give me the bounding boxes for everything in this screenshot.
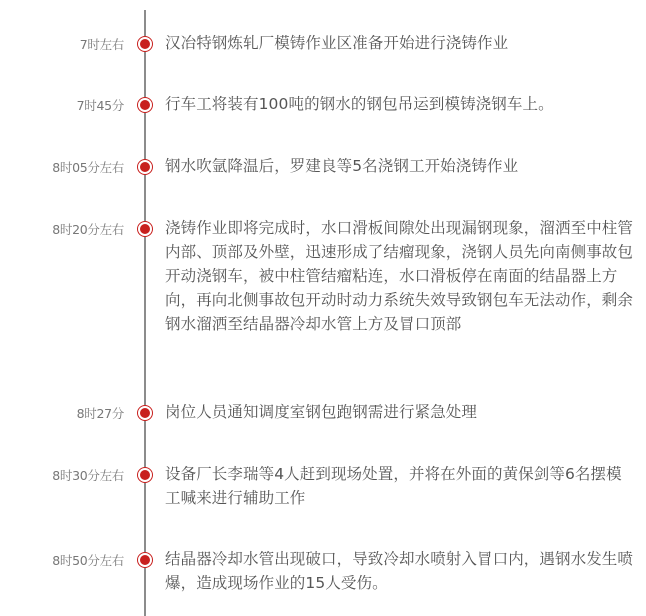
timeline-dot-icon [138,553,152,567]
event-time: 8时20分左右 [52,222,124,237]
event-time: 8时30分左右 [52,468,124,483]
event-description: 汉冶特钢炼轧厂模铸作业区准备开始进行浇铸作业 [165,34,509,52]
event-description: 岗位人员通知调度室钢包跑钢需进行紧急处理 [165,403,478,421]
event-time: 8时05分左右 [52,160,124,175]
timeline-dot-icon [138,468,152,482]
event-time: 8时27分 [76,406,124,421]
event-description: 浇铸作业即将完成时，水口滑板间隙处出现漏钢现象，溜洒至中柱管内部、顶部及外壁，迅速形成了结瘤现象，浇钢人员先向南侧事故包开动浇钢车，被中柱管结瘤粘连，水口滑板停在南面的结晶器上方向，再向北侧事故包开动时动力系统失效导致钢包车无法动作，剩余钢水溜洒至结晶器冷却水管上方及冒口顶部 [165,219,634,333]
event-time: 7时左右 [79,37,124,52]
event-description: 设备厂长李瑞等4人赶到现场处置，并将在外面的黄保剑等6名摆模工喊来进行辅助工作 [165,465,622,507]
event-description: 结晶器冷却水管出现破口，导致冷却水喷射入冒口内，遇钢水发生喷爆，造成现场作业的15人受伤。 [165,550,634,592]
timeline-dot-icon [138,98,152,112]
timeline-dot-icon [138,37,152,51]
event-description: 钢水吹氩降温后，罗建良等5名浇钢工开始浇铸作业 [165,157,519,175]
event-time: 7时45分 [76,98,124,113]
timeline-dot-icon [138,222,152,236]
timeline-dot-icon [138,160,152,174]
event-description: 行车工将装有100吨的钢水的钢包吊运到模铸浇钢车上。 [165,95,554,113]
event-time: 8时50分左右 [52,553,124,568]
timeline-dot-icon [138,406,152,420]
